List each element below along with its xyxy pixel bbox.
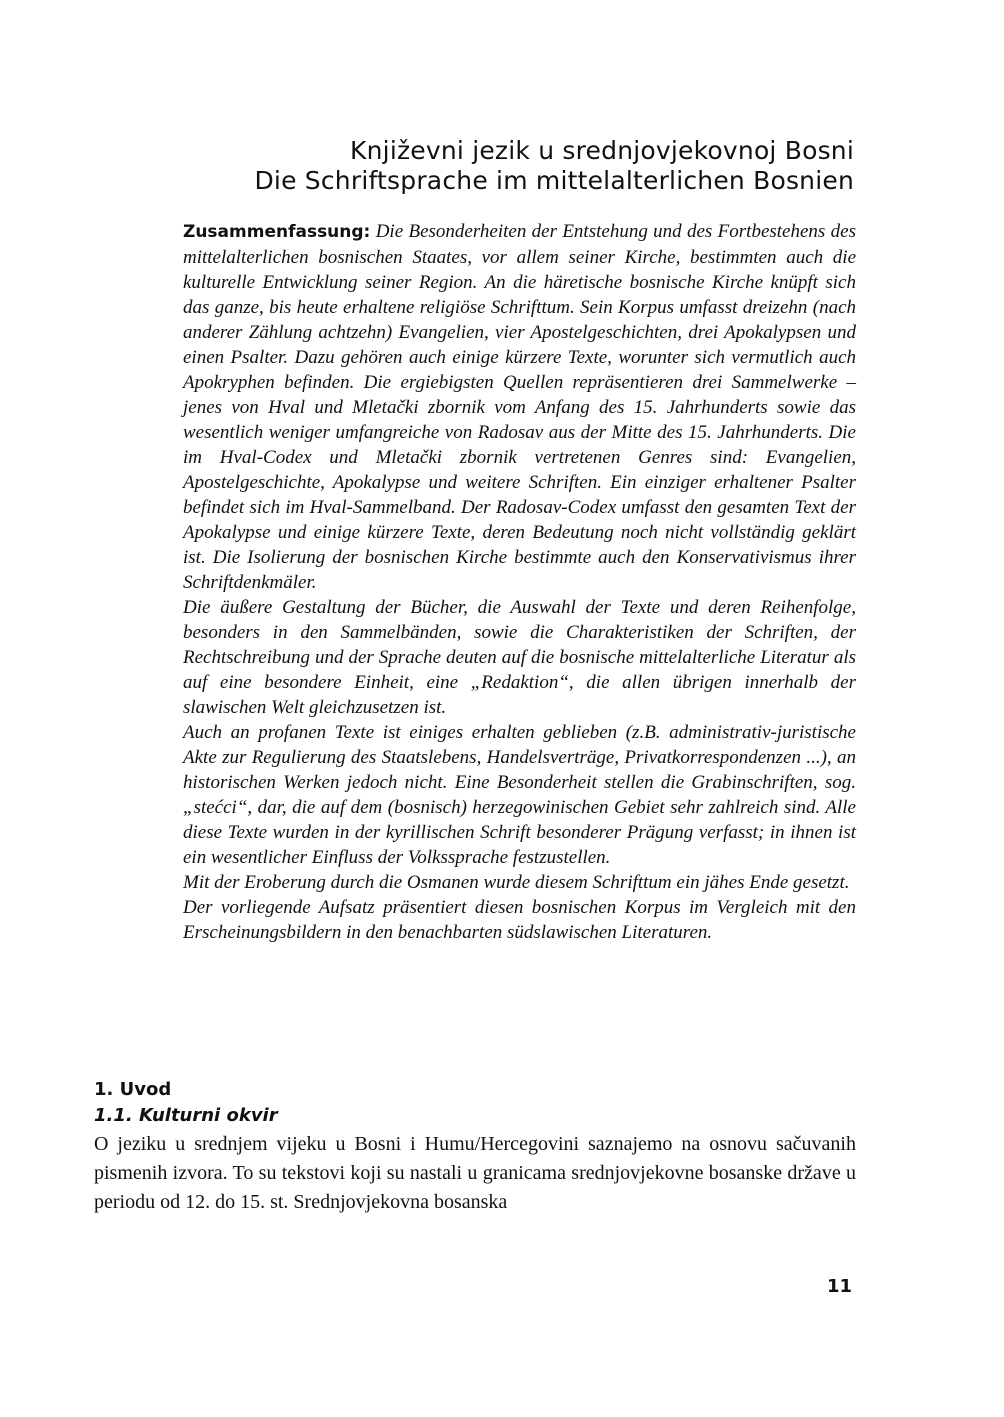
abstract-paragraph: Auch an profanen Texte ist einiges erhalten geblieben (z.B. administrativ-juristische Akte zur Regulierung des Staatslebens, Handelsverträge, Privatkorrespondenzen ...), an historischen Werken jedoch nicht. Eine Besonderheit stellen die Grabinschriften, sog. „stećci“, dar, die auf dem (bosnisch) herzegowinischen Gebiet sehr zahlreich sind. Alle diese Texte wurden in der kyrillischen Schrift besonderer Prägung verfasst; in ihnen ist ein wesentlicher Einfluss der Volkssprache festzustellen. xyxy=(183,722,856,868)
abstract xyxy=(183,219,856,945)
abstract-paragraph: Der vorliegende Aufsatz präsentiert diesen bosnischen Korpus im Vergleich mit den Erscheinungsbildern in den benachbarten südslawischen Literaturen. xyxy=(183,897,856,943)
title-german: Die Schriftsprache im mittelalterlichen Bosnien xyxy=(254,166,854,195)
title-bosnian: Književni jezik u srednjovjekovnoj Bosni xyxy=(350,136,854,165)
subsection-heading: 1.1. Kulturni okvir xyxy=(94,1105,278,1126)
section-heading: 1. Uvod xyxy=(94,1079,172,1100)
abstract-paragraph: Mit der Eroberung durch die Osmanen wurde diesem Schrifttum ein jähes Ende gesetzt. xyxy=(183,872,850,893)
abstract-paragraph xyxy=(183,219,856,595)
abstract-paragraph-text: Die Besonderheiten der Entstehung und des Fortbestehens des mittelalterlichen bosnischen Staates, vor allem seiner Kirche, bestimmten auch die kulturelle Entwicklung seiner Region. An die häretische bosnische Kirche knüpft sich das ganze, bis heute erhaltene religiöse Schrifttum. Sein Korpus umfasst dreizehn (nach anderer Zählung achtzehn) Evangelien, vier Apostelgeschichten, drei Apokalypsen und einen Psalter. Dazu gehören auch einige kürzere Texte, worunter sich vermutlich auch Apokryphen befinden. Die ergiebigsten Quellen repräsentieren drei Sammelwerke – jenes von Hval und Mletački zbornik vom Anfang des 15. Jahrhunderts sowie das wesentlich weniger umfangreiche von Radosav aus der Mitte des 15. Jahrhunderts. Die im Hval-Codex und Mletački zbornik vertretenen Genres sind: Evangelien, Apostelgeschichte, Apokalypse und weitere Schriften. Ein einziger erhaltener Psalter befindet sich im Hval-Sammelband. Der Radosav-Codex umfasst den gesamten Text der Apokalypse und einige kürzere Texte, deren Bedeutung noch nicht vollständig geklärt ist. Die Isolierung der bosnischen Kirche bestimmte auch den Konservativismus ihrer Schriftdenkmäler. xyxy=(183,221,856,593)
abstract-label: Zusammenfassung: xyxy=(183,222,371,242)
page-number: 11 xyxy=(826,1276,852,1297)
article-title xyxy=(254,136,854,196)
body-paragraph: O jeziku u srednjem vijeku u Bosni i Humu/Hercegovini saznajemo na osnovu sačuvanih pismenih izvora. To su tekstovi koji su nastali u granicama srednjovjekovne bosanske države u periodu od 12. do 15. st. Srednjovjekovna bosanska xyxy=(94,1133,856,1213)
abstract-paragraph: Die äußere Gestaltung der Bücher, die Auswahl der Texte und deren Reihenfolge, besonders in den Sammelbänden, sowie die Charakteristiken der Schriften, der Rechtschreibung und der Sprache deuten auf die bosnische mittelalterliche Literatur als auf eine besondere Einheit, eine „Redaktion“, die allen übrigen innerhalb der slawischen Welt gleichzusetzen ist. xyxy=(183,597,856,718)
